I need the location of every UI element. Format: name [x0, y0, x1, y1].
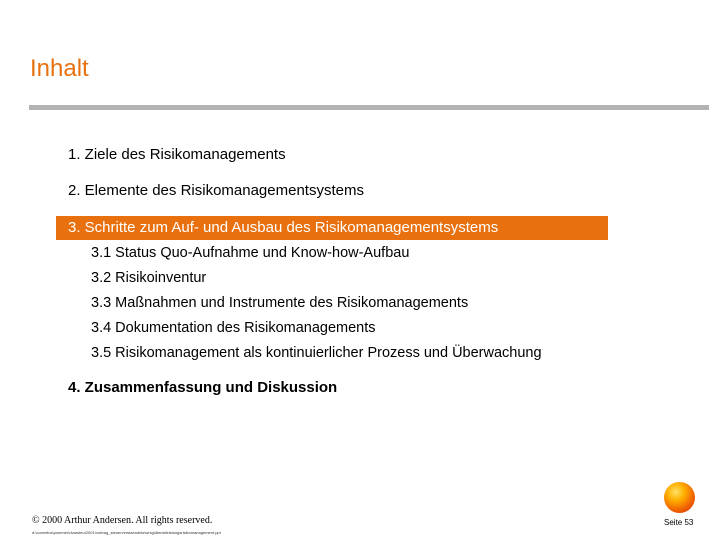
toc-item-1: 1. Ziele des Risikomanagements [68, 146, 286, 163]
toc-item-4: 4. Zusammenfassung und Diskussion [68, 379, 338, 396]
page-number: Seite 53 [664, 518, 694, 527]
footer-copyright: © 2000 Arthur Andersen. All rights reserved. [32, 515, 213, 526]
toc-subitem-3-2: 3.2 Risikoinventur [91, 270, 207, 286]
toc-subitem-3-3: 3.3 Maßnahmen und Instrumente des Risikomanagements [91, 295, 469, 311]
toc-subitem-3-5: 3.5 Risikomanagement als kontinuierlicher Prozess und Überwachung [91, 345, 542, 361]
toc-subitem-3-4: 3.4 Dokumentation des Risikomanagements [91, 320, 376, 336]
toc-item-2: 2. Elemente des Risikomanagementsystems [68, 182, 364, 199]
footer-file-path: d:\cornelius\pommer\dvarsteu\2001\vortrag_steuerverstaendnis\wrsg\dienstleistungsrisikomanagement.ppt [32, 530, 221, 535]
orange-sphere-logo-icon [664, 482, 695, 513]
toc-item-3-active: 3. Schritte zum Auf- und Ausbau des Risikomanagementsystems [56, 216, 608, 240]
toc-subitem-3-1: 3.1 Status Quo-Aufnahme und Know-how-Aufbau [91, 245, 410, 261]
slide-title: Inhalt [30, 55, 89, 82]
